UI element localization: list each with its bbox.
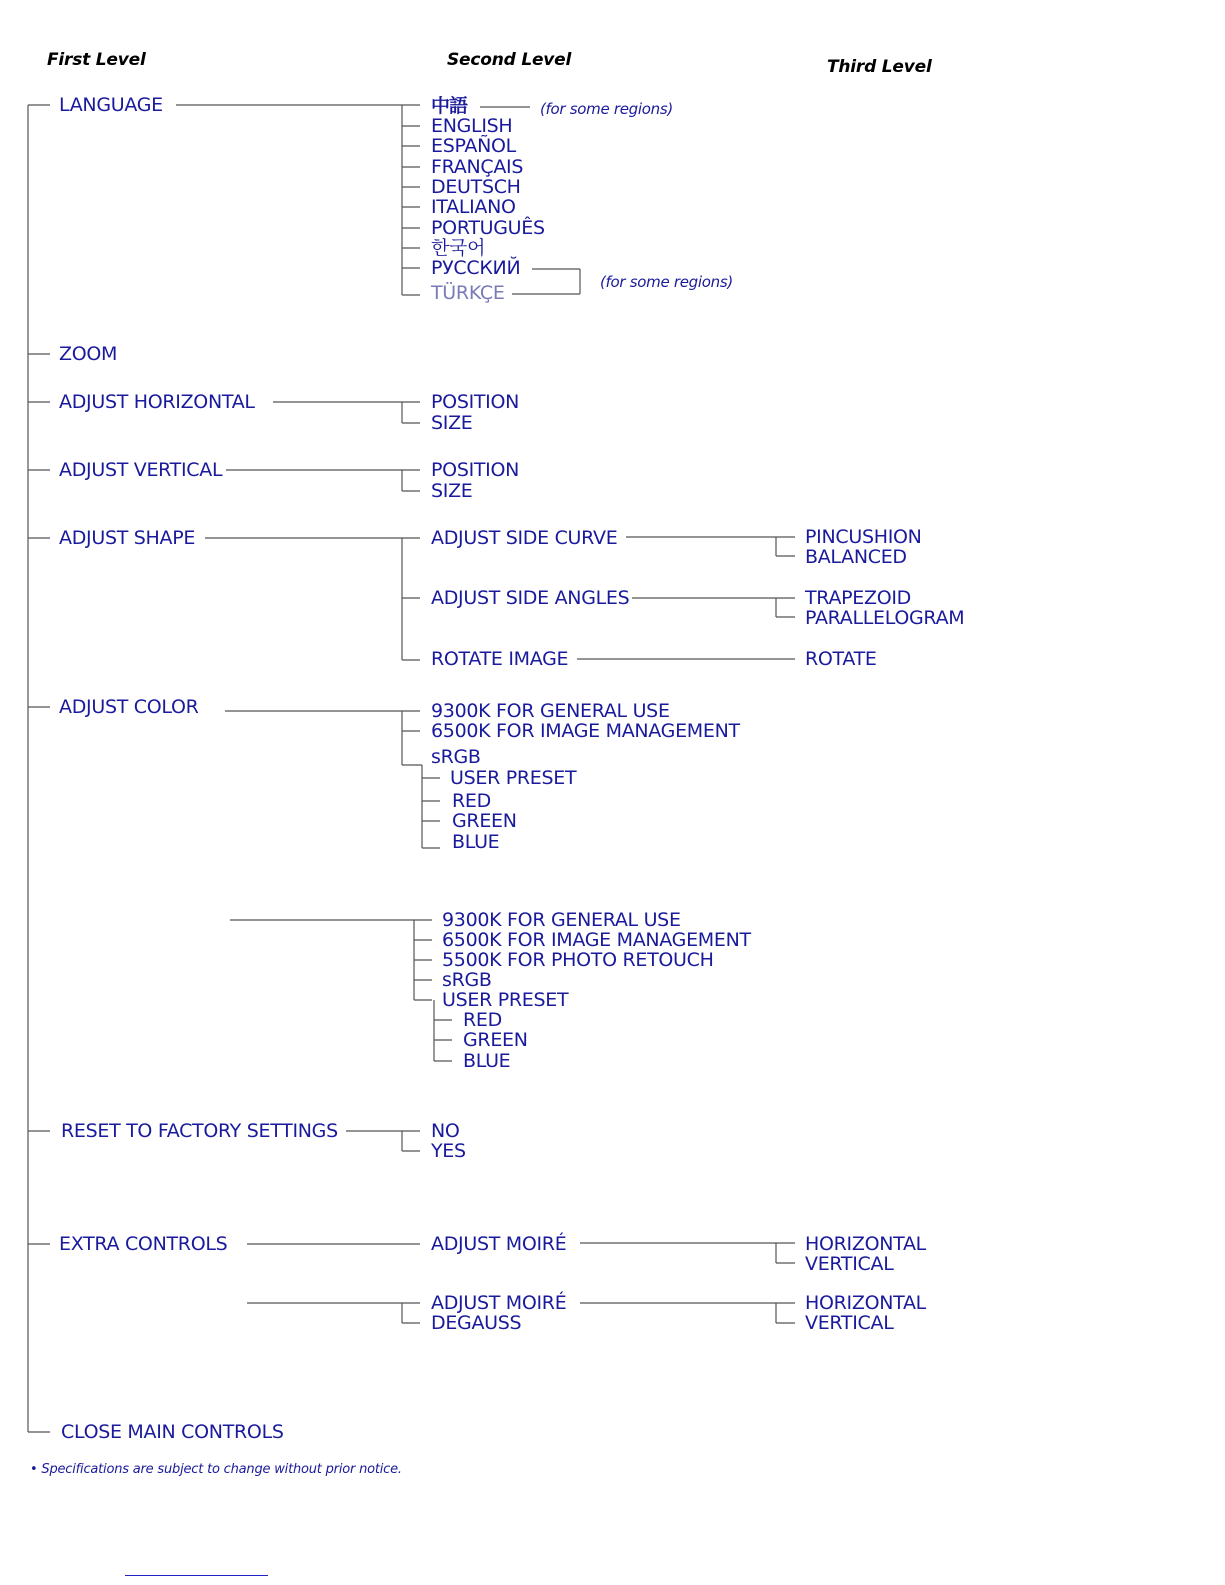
lang-chinese: 中語 [431,95,468,117]
parallelogram: PARALLELOGRAM [805,607,965,629]
extra-b-degauss: DEGAUSS [431,1312,522,1334]
extra-b-adjust-moire: ADJUST MOIRÉ [431,1292,567,1314]
color-a-red: RED [452,790,491,812]
lang-espanol: ESPAÑOL [431,135,516,157]
color-b-blue: BLUE [463,1050,511,1072]
menu-extra-controls: EXTRA CONTROLS [59,1233,228,1255]
adjust-side-angles: ADJUST SIDE ANGLES [431,587,630,609]
color-a-6500k: 6500K FOR IMAGE MANAGEMENT [431,720,740,742]
color-a-user-preset: USER PRESET [450,767,577,789]
header-second-level: Second Level [447,50,572,70]
lang-turkish: TÜRKÇE [431,282,505,304]
menu-adjust-vertical: ADJUST VERTICAL [59,459,223,481]
menu-adjust-color: ADJUST COLOR [59,696,199,718]
lang-francais: FRANÇAIS [431,156,524,178]
vertical-size: SIZE [431,480,473,502]
color-b-green: GREEN [463,1029,528,1051]
lang-russian: РУССКИЙ [431,257,521,279]
color-a-srgb: sRGB [431,746,481,768]
header-first-level: First Level [47,50,146,70]
header-third-level: Third Level [827,57,932,77]
color-a-9300k: 9300K FOR GENERAL USE [431,700,670,722]
extra-a-vertical: VERTICAL [805,1253,894,1275]
color-b-6500k: 6500K FOR IMAGE MANAGEMENT [442,929,751,951]
vertical-position: POSITION [431,459,520,481]
note-chinese-regions: (for some regions) [540,100,673,118]
pincushion: PINCUSHION [805,526,922,548]
trapezoid: TRAPEZOID [805,587,912,609]
lang-korean: 한국어 [431,237,486,259]
color-b-srgb: sRGB [442,969,492,991]
color-b-red: RED [463,1009,502,1031]
lang-deutsch: DEUTSCH [431,176,521,198]
horizontal-position: POSITION [431,391,520,413]
lang-portugues: PORTUGUÊS [431,217,545,239]
rotate-image: ROTATE IMAGE [431,648,569,670]
color-b-user-preset: USER PRESET [442,989,569,1011]
menu-close-main-controls: CLOSE MAIN CONTROLS [61,1421,284,1443]
color-a-green: GREEN [452,810,517,832]
bottom-link-underline[interactable] [125,1575,268,1576]
menu-reset-factory: RESET TO FACTORY SETTINGS [61,1120,338,1142]
menu-adjust-horizontal: ADJUST HORIZONTAL [59,391,255,413]
lang-english: ENGLISH [431,115,513,137]
menu-zoom: ZOOM [59,343,118,365]
reset-no: NO [431,1120,460,1142]
extra-b-vertical: VERTICAL [805,1312,894,1334]
lang-italiano: ITALIANO [431,196,516,218]
balanced: BALANCED [805,546,907,568]
extra-b-horizontal: HORIZONTAL [805,1292,926,1314]
extra-a-horizontal: HORIZONTAL [805,1233,926,1255]
color-b-9300k: 9300K FOR GENERAL USE [442,909,681,931]
menu-language: LANGUAGE [59,94,163,116]
extra-a-adjust-moire: ADJUST MOIRÉ [431,1233,567,1255]
note-russian-turkish-regions: (for some regions) [600,273,733,291]
adjust-side-curve: ADJUST SIDE CURVE [431,527,618,549]
color-b-5500k: 5500K FOR PHOTO RETOUCH [442,949,714,971]
reset-yes: YES [431,1140,466,1162]
rotate: ROTATE [805,648,877,670]
menu-adjust-shape: ADJUST SHAPE [59,527,196,549]
color-a-blue: BLUE [452,831,500,853]
horizontal-size: SIZE [431,412,473,434]
footnote: • Specifications are subject to change without prior notice. [30,1462,402,1477]
